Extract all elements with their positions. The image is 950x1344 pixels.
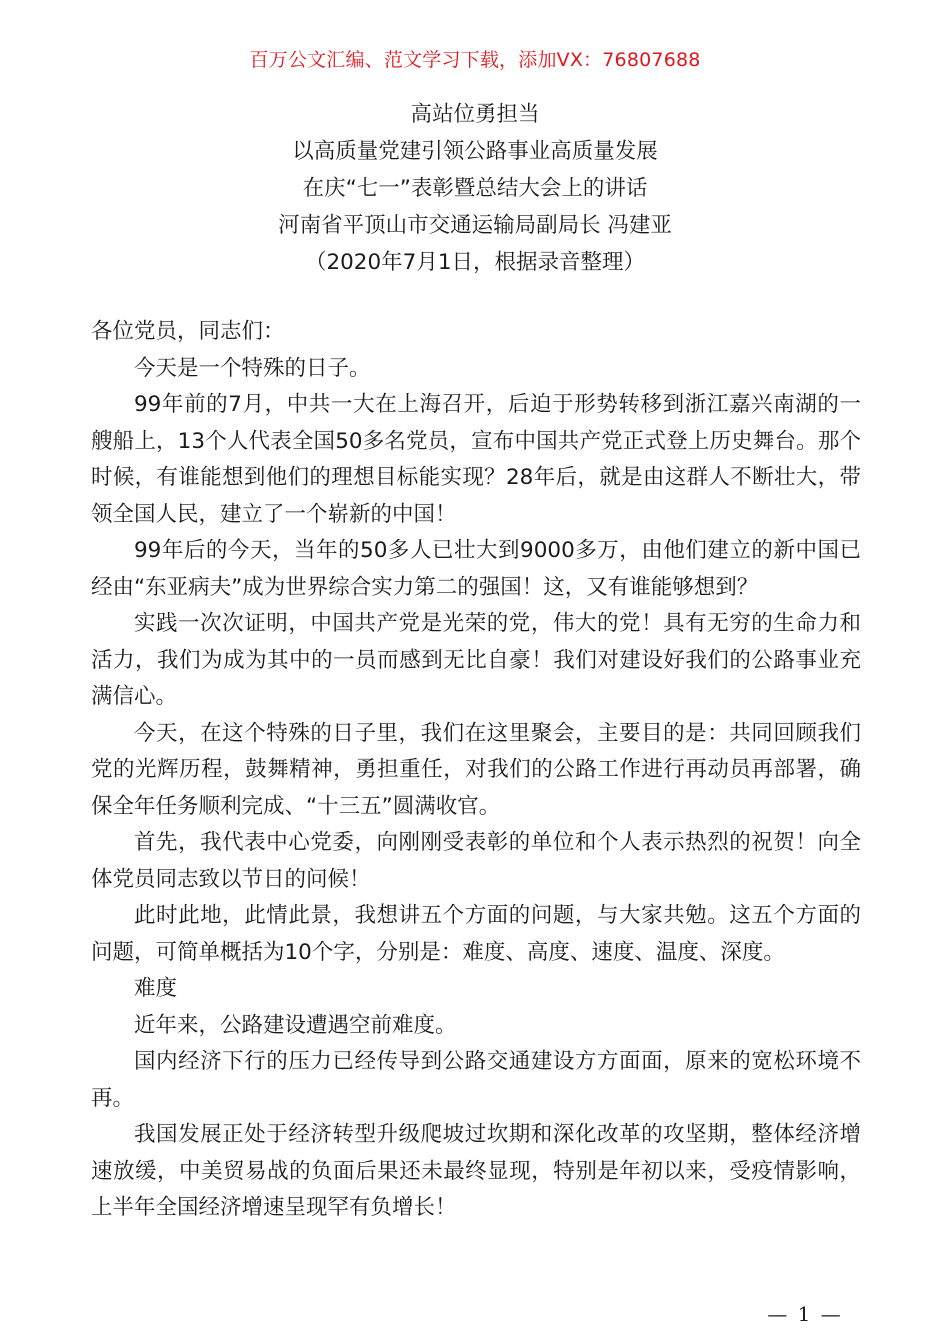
speaker-line: 河南省平顶山市交通运输局副局长 冯建亚 xyxy=(278,213,672,238)
paragraph: 实践一次次证明，中国共产党是光荣的党，伟大的党！具有无穷的生命力和活力，我们为成为其中的一员而感到无比自豪！我们对建设好我们的公路事业充满信心。 xyxy=(91,611,861,709)
paragraph: 此时此地，此情此景，我想讲五个方面的问题，与大家共勉。这五个方面的问题，可简单概括为10个字，分别是：难度、高度、速度、温度、深度。 xyxy=(91,903,861,965)
paragraph: 今天，在这个特殊的日子里，我们在这里聚会，主要目的是：共同回顾我们党的光辉历程，鼓舞精神，勇担重任，对我们的公路工作进行再动员再部署，确保全年任务顺利完成、“十三五”圆满收官。 xyxy=(91,720,861,819)
section-heading: 难度 xyxy=(134,976,178,1001)
paragraph: 今天是一个特殊的日子。 xyxy=(134,355,371,381)
document-subtitle: 以高质量党建引领公路事业高质量发展 xyxy=(292,139,658,164)
paragraph: 我国发展正处于经济转型升级爬坡过坎期和深化改革的攻坚期，整体经济增速放缓，中美贸易战的负面后果还未最终显现，特别是年初以来，受疫情影响，上半年全国经济增速呈现罕有负增长！ xyxy=(91,1122,861,1220)
speech-body xyxy=(91,314,861,1227)
salutation: 各位党员，同志们： xyxy=(91,319,285,344)
paragraph: 近年来，公路建设遭遇空前难度。 xyxy=(134,1012,457,1038)
document-title: 高站位勇担当 xyxy=(410,102,540,127)
document-header xyxy=(0,96,950,281)
paragraph: 国内经济下行的压力已经传导到公路交通建设方方面面，原来的宽松环境不再。 xyxy=(91,1049,861,1111)
page-number: — 1 — xyxy=(767,1302,843,1326)
paragraph: 首先，我代表中心党委，向刚刚受表彰的单位和个人表示热烈的祝贺！向全体党员同志致以节日的问候！ xyxy=(91,830,861,892)
date-line: （2020年7月1日，根据录音整理） xyxy=(304,250,646,275)
paragraph: 99年后的今天，当年的50多人已壮大到9000多万，由他们建立的新中国已经由“东亚病夫”成为世界综合实力第二的强国！这，又有谁能够想到？ xyxy=(91,538,861,600)
occasion-line: 在庆“七一”表彰暨总结大会上的讲话 xyxy=(302,176,648,201)
watermark-text: 百万公文汇编、范文学习下载，添加VX：76807688 xyxy=(249,49,701,71)
paragraph: 99年前的7月，中共一大在上海召开，后迫于形势转移到浙江嘉兴南湖的一艘船上，13个人代表全国50多名党员，宣布中国共产党正式登上历史舞台。那个时候，有谁能想到他们的理想目标能实现？28年后，就是由这群人不断壮大，带领全国人民，建立了一个崭新的中国！ xyxy=(91,392,861,527)
